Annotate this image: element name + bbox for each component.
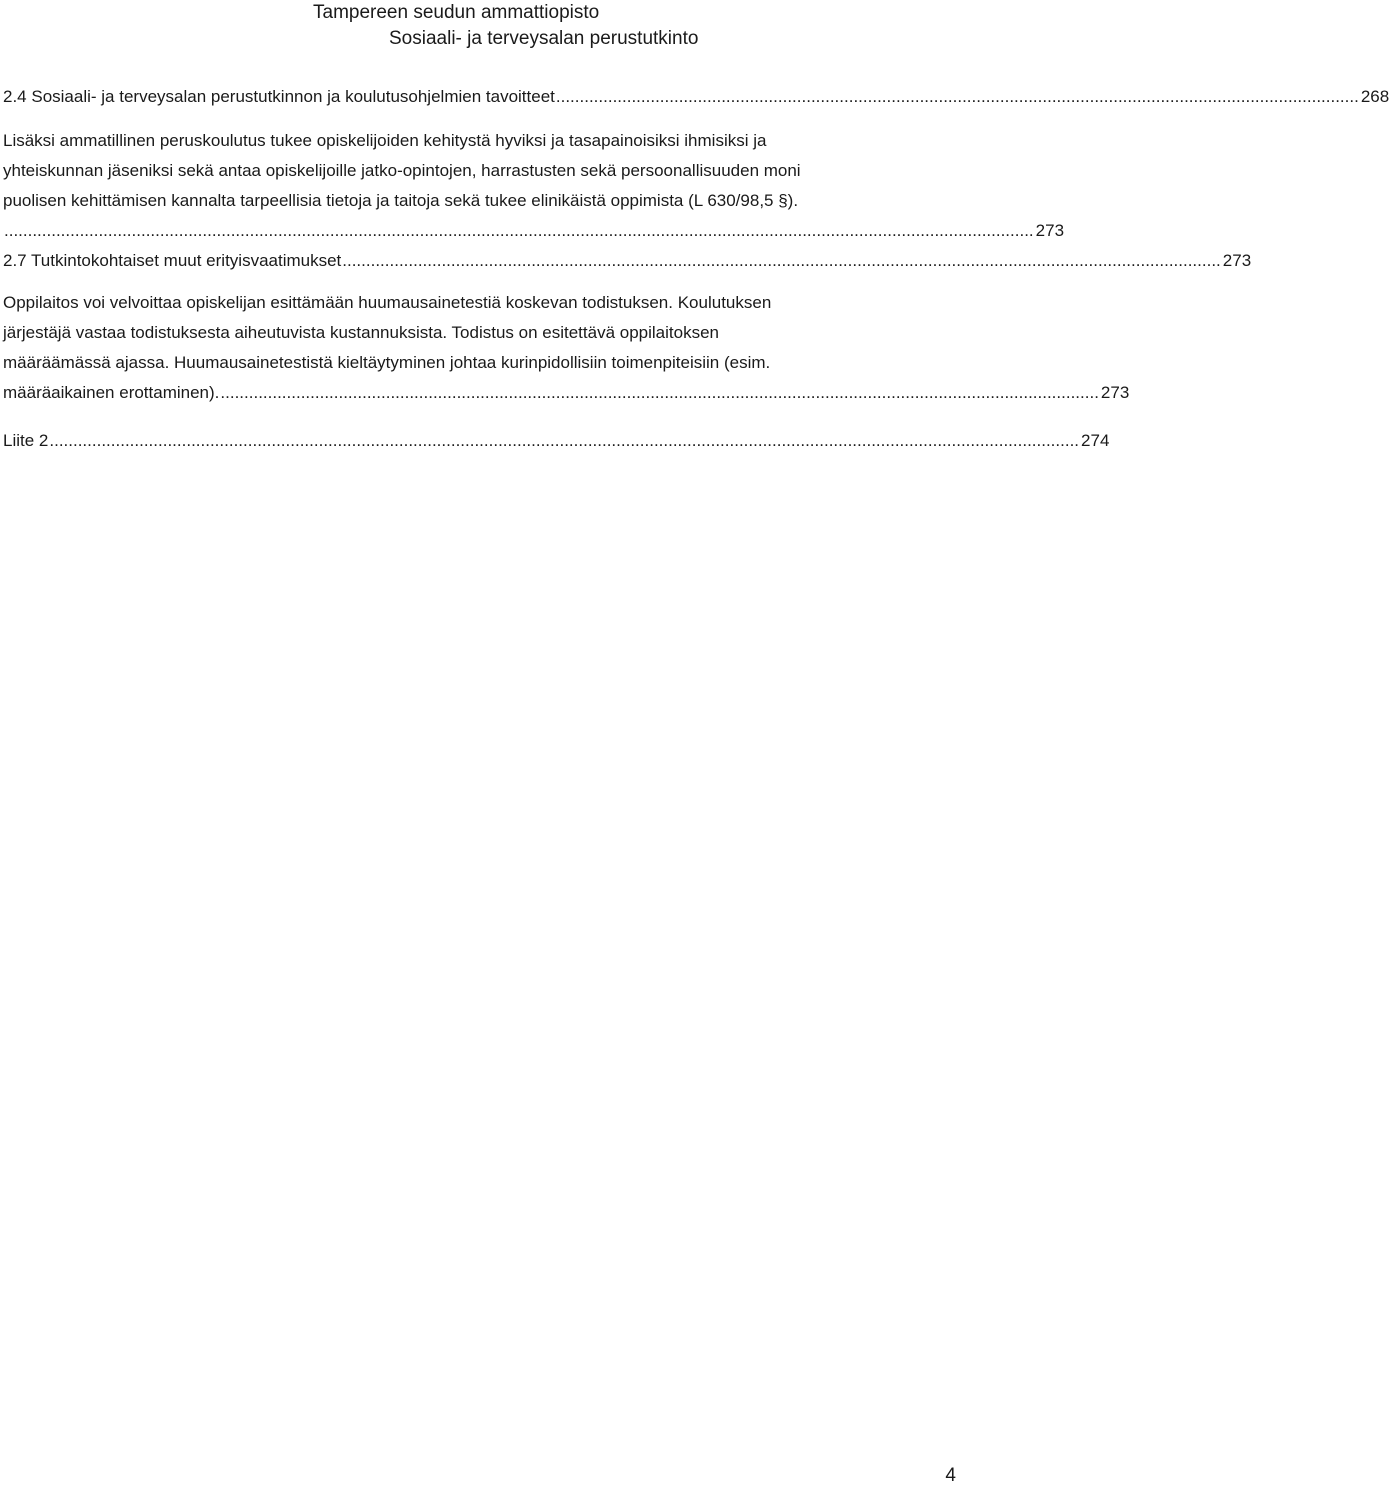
toc-entry-title: 2.7 Tutkintokohtaiset muut erityisvaatimukset — [3, 251, 342, 270]
dot-leader: .......................................................................................................................................................................................................................... — [49, 431, 1080, 450]
dot-leader: .......................................................................................................................................................................................... — [342, 251, 1221, 270]
document-header — [313, 0, 753, 52]
header-organization: Tampereen seudun ammattiopisto — [313, 2, 600, 23]
toc-entry-page: 273 — [1100, 383, 1130, 402]
toc-entry-line: Oppilaitos voi velvoittaa opiskelijan esittämään huumausainetestiä koskevan todistuksen. Koulutuksen — [3, 293, 772, 312]
toc-entry-2-4[interactable] — [3, 82, 1389, 112]
toc-entry-page: 274 — [1081, 431, 1110, 450]
page-number: 4 — [945, 1465, 956, 1486]
toc-entry-liite-2[interactable] — [3, 426, 1110, 456]
toc-entry-line: Lisäksi ammatillinen peruskoulutus tukee opiskelijoiden kehitystä hyviksi ja tasapainoisiksi ihmisiksi ja — [3, 131, 767, 150]
table-of-contents — [3, 82, 1389, 456]
toc-entry-page: 273 — [1222, 251, 1252, 270]
toc-entry-line: yhteiskunnan jäseniksi sekä antaa opiskelijoille jatko-opintojen, harrastusten sekä persoonallisuuden moni — [3, 161, 801, 180]
toc-entry-title: 2.4 Sosiaali- ja terveysalan perustutkinnon ja koulutusohjelmien tavoitteet — [3, 87, 555, 106]
toc-entry-page: 268 — [1360, 87, 1389, 106]
toc-entry-oppilaitos[interactable] — [3, 288, 1130, 408]
dot-leader: .......................................................................................................................................................................................... — [220, 383, 1099, 402]
dot-leader: .......................................................................................................................................................................... — [555, 87, 1359, 106]
toc-entry-line: puolisen kehittämisen kannalta tarpeellisia tietoja ja taitoja sekä tukee elinikäistä oppimista (L 630/98,5 §). — [3, 191, 799, 210]
dot-leader: .......................................................................................................................................................................................................................... — [4, 221, 1034, 240]
toc-entry-line: järjestäjä vastaa todistuksesta aiheutuvista kustannuksista. Todistus on esitettävä oppilaitoksen — [3, 323, 719, 342]
toc-entry-line: määräaikainen erottaminen). — [3, 383, 220, 402]
toc-entry-2-7[interactable] — [3, 246, 1252, 276]
toc-entry-title: Liite 2 — [3, 431, 49, 450]
header-degree: Sosiaali- ja terveysalan perustutkinto — [389, 28, 699, 49]
toc-entry-lisaksi[interactable] — [3, 126, 1065, 246]
toc-entry-page: 273 — [1035, 221, 1065, 240]
toc-entry-line: määräämässä ajassa. Huumausainetestistä kieltäytyminen johtaa kurinpidollisiin toimenpiteisiin (esim. — [3, 353, 771, 372]
